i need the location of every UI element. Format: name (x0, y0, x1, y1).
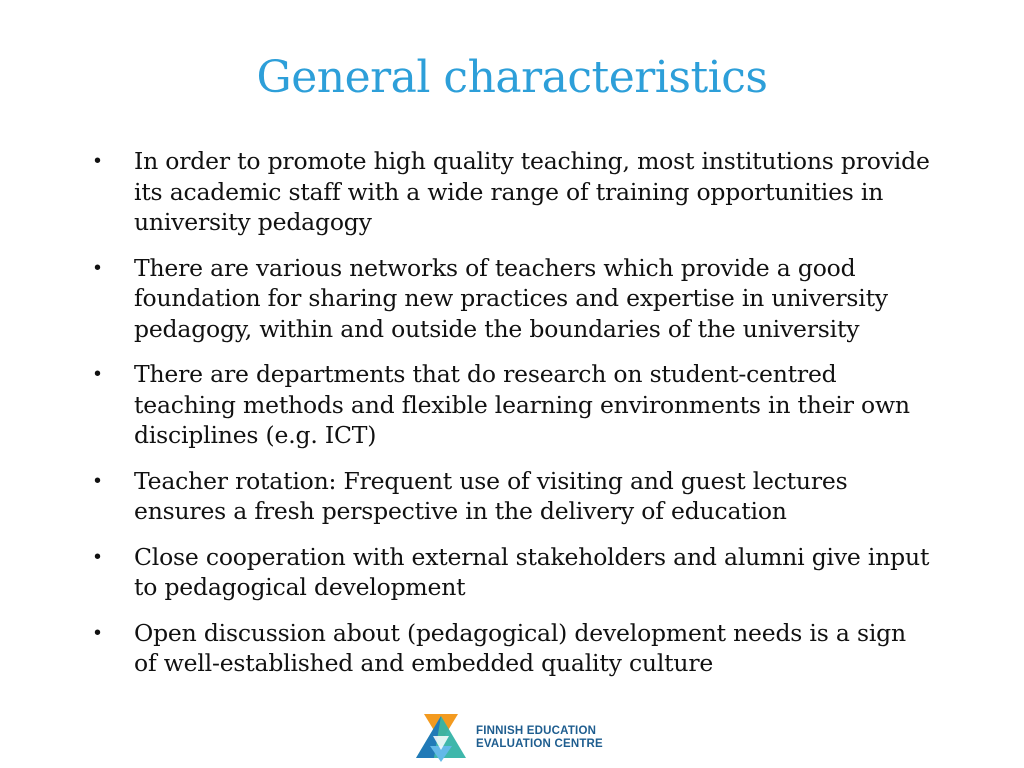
bullet-marker: • (94, 545, 101, 568)
bullet-text: Open discussion about (pedagogical) development needs is a sign of well-established and embedded quality culture (134, 618, 906, 677)
bullet-marker: • (94, 256, 101, 279)
bullet-item (92, 146, 932, 238)
bullet-item (92, 542, 932, 603)
bullet-text: There are departments that do research on student-centred teaching methods and flexible learning environments in their own disciplines (e.g. ICT) (134, 360, 910, 449)
logo-text (476, 725, 603, 751)
bullet-text: Teacher rotation: Frequent use of visiting and guest lectures ensures a fresh perspective in the delivery of education (134, 466, 848, 525)
bullet-item (92, 253, 932, 345)
logo-line-1: FINNISH EDUCATION (476, 725, 597, 737)
bullet-text: In order to promote high quality teaching, most institutions provide its academic staff with a wide range of training opportunities in university pedagogy (134, 147, 930, 236)
bullet-item (92, 618, 932, 679)
bullet-text: Close cooperation with external stakeholders and alumni give input to pedagogical development (134, 542, 930, 601)
bullet-marker: • (94, 150, 101, 172)
bullet-marker: • (94, 469, 101, 492)
karvi-logo (414, 712, 603, 764)
bullet-list (92, 146, 932, 694)
bullet-text: There are various networks of teachers which provide a good foundation for sharing new practices and expertise in university pedagogy, within and outside the boundaries of the university (134, 253, 888, 343)
logo-line-2: EVALUATION CENTRE (476, 738, 603, 750)
bullet-item (92, 359, 932, 451)
bullet-marker: • (94, 363, 101, 385)
bullet-item (92, 466, 932, 527)
bullet-marker: • (94, 621, 101, 644)
slide-title: General characteristics (256, 52, 768, 103)
triangle-logo-icon (414, 712, 468, 764)
